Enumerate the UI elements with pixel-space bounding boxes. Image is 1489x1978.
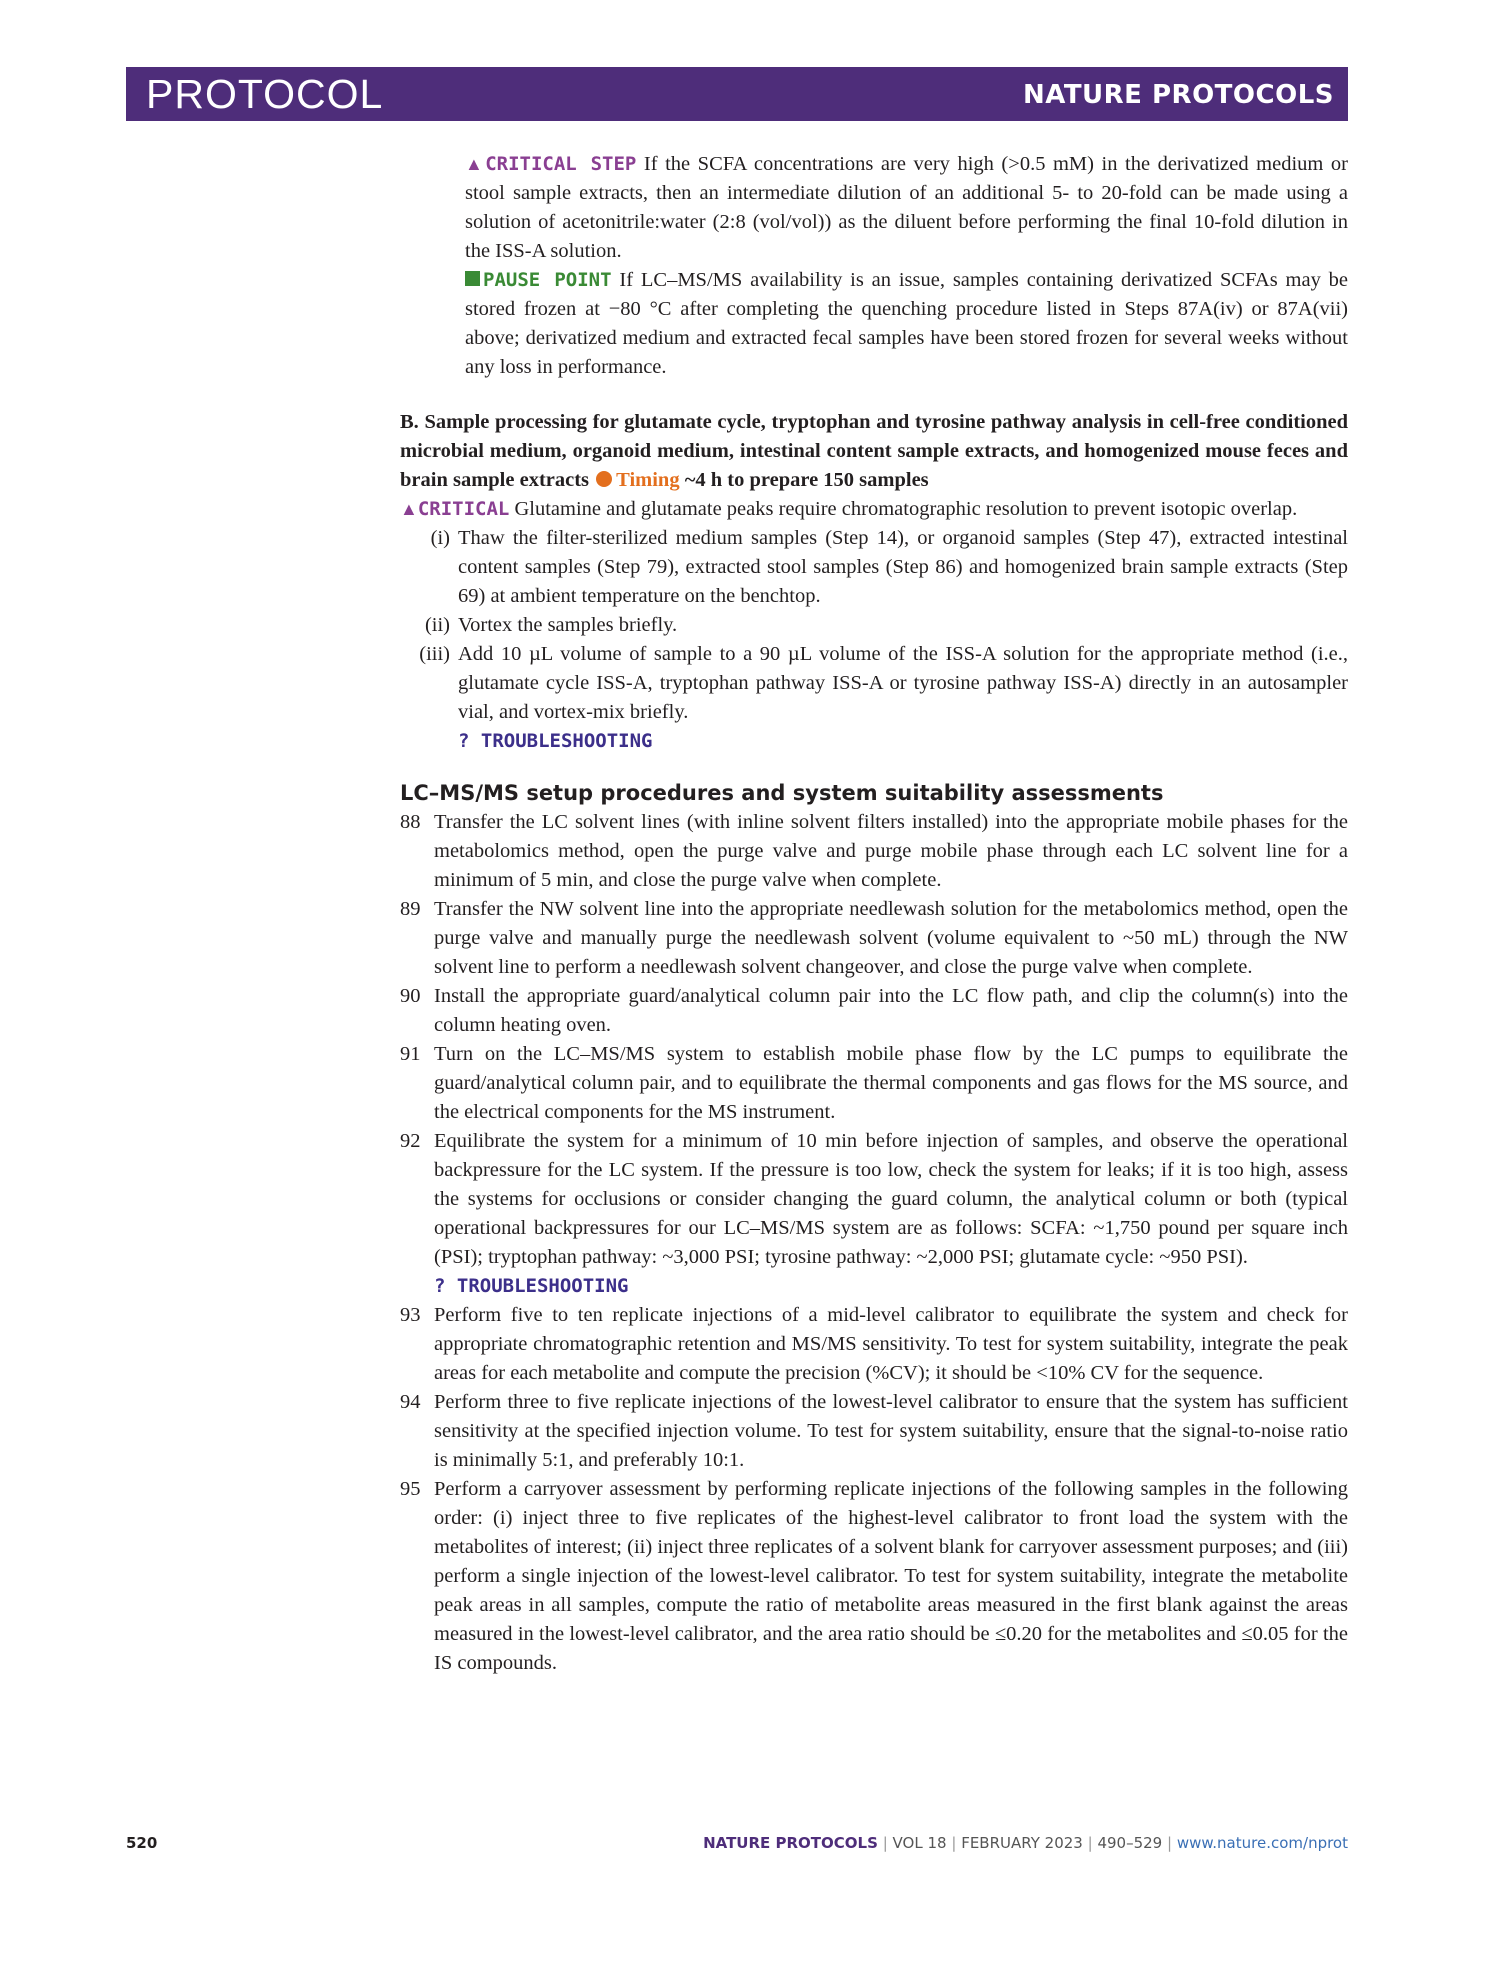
pause-point-label: PAUSE POINT [483,269,612,291]
step-text: Transfer the LC solvent lines (with inline solvent filters installed) into the appropriate mobile phases for the metabolomics method, open the purge valve and purge mobile phase through each LC solvent line for a minimum of 5 min, and close the purge valve when complete. [434,811,1348,891]
step-number: 94 [400,1391,421,1413]
page-number: 520 [126,1834,158,1852]
step-text: Perform five to ten replicate injections of a mid-level calibrator to equilibrate the system and check for appropriate chromatographic retention and MS/MS sensitivity. To test for system suitability, integrate the peak areas for each metabolite and compute the precision (%CV); it should be <10% CV for the sequence. [434,1304,1348,1384]
top-notes [400,150,1348,382]
pause-square-icon [465,271,480,286]
pause-point-text: If LC–MS/MS availability is an issue, samples containing derivatized SCFAs may be stored frozen at −80 °C after completing the quenching procedure listed in Steps 87A(iv) or 87A(vii) above; derivatized medium and extracted fecal samples have been stored frozen for several weeks without any loss in performance. [465,269,1349,378]
step-number: 89 [400,898,421,920]
critical-triangle-icon: ▲ [465,154,486,174]
section-b-heading [400,408,1348,495]
footer-volume: VOL 18 [892,1834,947,1852]
substep-number: (ii) [424,614,450,636]
pause-point-note [465,266,1348,382]
step-94 [400,1388,1348,1475]
troubleshooting-link[interactable]: ? TROUBLESHOOTING [458,730,653,752]
substep-iii [400,640,1348,756]
header-banner [126,67,1348,121]
step-92 [400,1127,1348,1301]
critical-label: CRITICAL [417,498,510,520]
step-88 [400,808,1348,895]
step-text: Turn on the LC–MS/MS system to establish mobile phase flow by the LC pumps to equilibrate the guard/analytical column pair, and to equilibrate the thermal components and gas flows for the MS source, and the electrical components for the MS instrument. [434,1043,1348,1123]
step-text: Transfer the NW solvent line into the appropriate needlewash solution for the metabolomics method, open the purge valve and manually purge the needlewash solvent (volume equivalent to ~50 mL) through the NW solvent line to perform a needlewash solvent changeover, and close the purge valve when complete. [434,898,1348,978]
critical-triangle-icon: ▲ [400,499,418,519]
header-journal-label: NATURE PROTOCOLS [1022,80,1334,110]
critical-step-note [465,150,1348,266]
footer-url[interactable]: www.nature.com/nprot [1176,1834,1348,1852]
step-number: 95 [400,1478,421,1500]
step-number: 93 [400,1304,421,1326]
step-89 [400,895,1348,982]
lcms-section-heading: LC–MS/MS setup procedures and system suitability assessments [400,781,1164,805]
step-text: Equilibrate the system for a minimum of 10 min before injection of samples, and observe the operational backpressure for the LC system. If the pressure is too low, check the system for leaks; if it is too high, assess the systems for occlusions or consider changing the guard column, the analytical column or both (typical operational backpressures for our LC–MS/MS system are as follows: SCFA: ~1,750 pound per square inch (PSI); tryptophan pathway: ~3,000 PSI; tyrosine pathway: ~2,000 PSI; glutamate cycle: ~950 PSI). [434,1130,1348,1268]
step-number: 88 [400,811,421,833]
footer-pages: 490–529 [1097,1834,1163,1852]
timing-text: ~4 h to prepare 150 samples [684,469,929,491]
substep-text: Vortex the samples briefly. [458,614,678,636]
substep-number: (i) [430,527,450,549]
footer-date: FEBRUARY 2023 [961,1834,1083,1852]
step-number: 91 [400,1043,421,1065]
critical-step-text: If the SCFA concentrations are very high (>0.5 mM) in the derivatized medium or stool sample extracts, then an intermediate dilution of an additional 5- to 20-fold can be made using a solution of acetonitrile:water (2:8 (vol/vol)) as the diluent before performing the final 10-fold dilution in the ISS-A solution. [465,153,1348,262]
section-b [400,408,1348,1678]
step-text: Install the appropriate guard/analytical column pair into the LC flow path, and clip the column(s) into the column heating oven. [434,985,1348,1036]
journal-reference: NATURE PROTOCOLS | VOL 18 | FEBRUARY 2023 | 490–529 | www.nature.com/nprot [703,1834,1348,1852]
substep-ii [400,611,1348,640]
section-b-heading-text: B. Sample processing for glutamate cycle, tryptophan and tyrosine pathway analysis in cell-free conditioned microbial medium, organoid medium, intestinal content sample extracts, and homogenized mouse feces and brain sample extracts [400,411,1348,491]
header-protocol-label: PROTOCOL [146,71,384,117]
substep-number: (iii) [419,643,450,665]
step-text: Perform a carryover assessment by performing replicate injections of the following samples in the following order: (i) inject three to five replicates of the highest-level calibrator to front load the system with the metabolites of interest; (ii) inject three replicates of a solvent blank for carryover assessment purposes; and (iii) perform a single injection of the lowest-level calibrator. To test for system suitability, integrate the metabolite peak areas in all samples, compute the ratio of metabolite areas measured in the first blank against the areas measured in the lowest-level calibrator, and the area ratio should be ≤0.20 for the metabolites and ≤0.05 for the IS compounds. [434,1478,1348,1674]
timing-dot-icon [596,471,612,487]
step-93 [400,1301,1348,1388]
footer-journal: NATURE PROTOCOLS [703,1834,878,1852]
section-b-critical [400,495,1348,524]
page-footer [126,1834,1348,1858]
step-number: 90 [400,985,421,1007]
critical-step-label: CRITICAL STEP [485,153,637,175]
substep-text: Thaw the filter-sterilized medium samples (Step 14), or organoid samples (Step 47), extracted intestinal content samples (Step 79), extracted stool samples (Step 86) and homogenized brain sample extracts (Step 69) at ambient temperature on the benchtop. [458,527,1348,607]
step-90 [400,982,1348,1040]
troubleshooting-link[interactable]: ? TROUBLESHOOTING [434,1275,629,1297]
substep-text: Add 10 µL volume of sample to a 90 µL volume of the ISS-A solution for the appropriate method (i.e., glutamate cycle ISS-A, tryptophan pathway ISS-A or tyrosine pathway ISS-A) directly in an autosampler vial, and vortex-mix briefly. [458,643,1348,723]
step-number: 92 [400,1130,421,1152]
step-text: Perform three to five replicate injections of the lowest-level calibrator to ensure that the system has sufficient sensitivity at the specified injection volume. To test for system suitability, ensure that the signal-to-noise ratio is minimally 5:1, and preferably 10:1. [434,1391,1348,1471]
step-91 [400,1040,1348,1127]
step-95 [400,1475,1348,1678]
timing-label: Timing [616,469,680,491]
substep-i [400,524,1348,611]
critical-text: Glutamine and glutamate peaks require chromatographic resolution to prevent isotopic overlap. [514,498,1298,520]
